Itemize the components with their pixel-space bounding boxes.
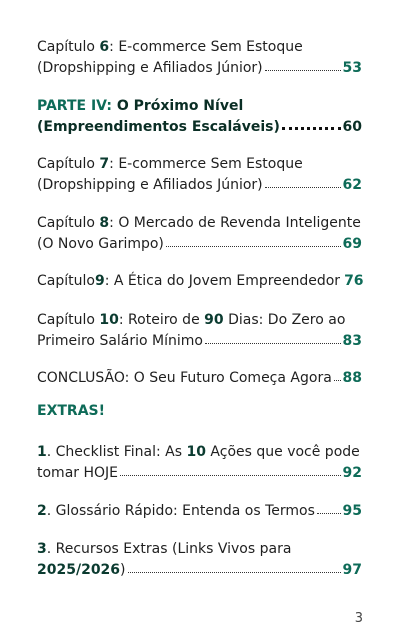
- toc-entry-chapter-7[interactable]: [37, 154, 362, 196]
- dot-leader: [317, 509, 341, 514]
- extra-title: . Glossário Rápido: Entenda os Termos: [46, 503, 315, 519]
- dot-leader: [166, 242, 341, 247]
- toc-entry-part-4[interactable]: [37, 96, 362, 138]
- chapter-subtitle: Primeiro Salário Mínimo: [37, 333, 203, 349]
- toc-entry-extra-1[interactable]: [37, 442, 362, 484]
- toc-entry-chapter-10[interactable]: [37, 310, 362, 352]
- conclusion-title: CONCLUSÃO: O Seu Futuro Começa Agora: [37, 370, 332, 386]
- toc-entry-chapter-9[interactable]: [37, 271, 362, 292]
- part-subtitle: (Empreendimentos Escaláveis): [37, 119, 280, 135]
- chapter-label: Capítulo: [37, 156, 100, 172]
- page-ref: 60: [342, 119, 362, 135]
- extra-subtitle: ): [120, 562, 126, 578]
- page-number: 3: [354, 611, 363, 626]
- toc-entry-conclusion[interactable]: [37, 368, 362, 389]
- page-ref: 92: [342, 465, 362, 481]
- entry-line-1: [37, 442, 362, 463]
- entry-line-2: [37, 58, 362, 79]
- chapter-label: Capítulo: [37, 312, 100, 328]
- toc-entry-chapter-8[interactable]: [37, 213, 362, 255]
- chapter-title: : E-commerce Sem Estoque: [109, 156, 303, 172]
- entry-line-2: [37, 331, 362, 352]
- dot-leader: [265, 66, 341, 71]
- dot-leader: [282, 123, 341, 130]
- entry-line-1: [37, 539, 362, 560]
- page-ref: 62: [342, 177, 362, 193]
- entry-line-1: [37, 310, 362, 331]
- chapter-number: 9: [94, 273, 105, 289]
- extra-number: 2: [37, 503, 47, 519]
- dot-leader: [265, 183, 341, 188]
- page-ref: 97: [342, 562, 362, 578]
- page-ref: 76: [344, 273, 364, 289]
- toc-entry-extra-2[interactable]: [37, 501, 362, 522]
- dot-leader: [128, 568, 341, 573]
- entry-line-2: [37, 560, 362, 581]
- entry-line-2: [37, 175, 362, 196]
- chapter-number: 10: [99, 312, 119, 328]
- chapter-title-b: Dias: Do Zero ao: [223, 312, 346, 328]
- chapter-title: : O Mercado de Revenda Inteligente: [109, 215, 361, 231]
- extra-number: 3: [37, 541, 47, 557]
- page-ref: 69: [342, 236, 362, 252]
- entry-line-2: [37, 117, 362, 138]
- years-number: 2025/2026: [37, 562, 121, 578]
- days-number: 90: [204, 312, 224, 328]
- page-ref: 53: [342, 60, 362, 76]
- entry-line-1: [37, 154, 362, 175]
- extra-title-b: Ações que você pode: [205, 444, 360, 460]
- chapter-number: 7: [99, 156, 110, 172]
- page-ref: 83: [342, 333, 362, 349]
- entry-line-2: [37, 463, 362, 484]
- entry-line-1: [37, 37, 362, 58]
- actions-number: 10: [186, 444, 206, 460]
- extras-heading: EXTRAS!: [37, 403, 105, 419]
- chapter-number: 6: [99, 39, 110, 55]
- part-label: PARTE IV:: [37, 98, 112, 114]
- chapter-subtitle: (Dropshipping e Afiliados Júnior): [37, 60, 263, 76]
- entry-line-2: [37, 234, 362, 255]
- part-title: O Próximo Nível: [111, 98, 244, 114]
- chapter-label: Capítulo: [37, 215, 100, 231]
- toc-entry-extra-3[interactable]: [37, 539, 362, 581]
- entry-line-1: [37, 368, 362, 389]
- chapter-title: : A Ética do Jovem Empreendedor: [104, 273, 341, 289]
- chapter-number: 8: [99, 215, 110, 231]
- page-ref: 95: [342, 503, 362, 519]
- page-ref: 88: [342, 370, 362, 386]
- dot-leader: [334, 376, 341, 381]
- extra-title-a: . Checklist Final: As: [46, 444, 187, 460]
- extra-title: . Recursos Extras (Links Vivos para: [46, 541, 292, 557]
- extra-number: 1: [37, 444, 47, 460]
- dot-leader: [205, 339, 341, 344]
- chapter-subtitle: (Dropshipping e Afiliados Júnior): [37, 177, 263, 193]
- entry-line-1: [37, 271, 362, 292]
- toc-entry-chapter-6[interactable]: [37, 37, 362, 79]
- dot-leader: [120, 471, 341, 476]
- chapter-subtitle: (O Novo Garimpo): [37, 236, 164, 252]
- chapter-title-a: : Roteiro de: [118, 312, 205, 328]
- entry-line-1: [37, 213, 362, 234]
- extra-subtitle: tomar HOJE: [37, 465, 118, 481]
- chapter-label: Capítulo: [37, 273, 95, 289]
- chapter-title: : E-commerce Sem Estoque: [109, 39, 303, 55]
- chapter-label: Capítulo: [37, 39, 100, 55]
- entry-line-1: [37, 501, 362, 522]
- entry-line-1: [37, 96, 362, 117]
